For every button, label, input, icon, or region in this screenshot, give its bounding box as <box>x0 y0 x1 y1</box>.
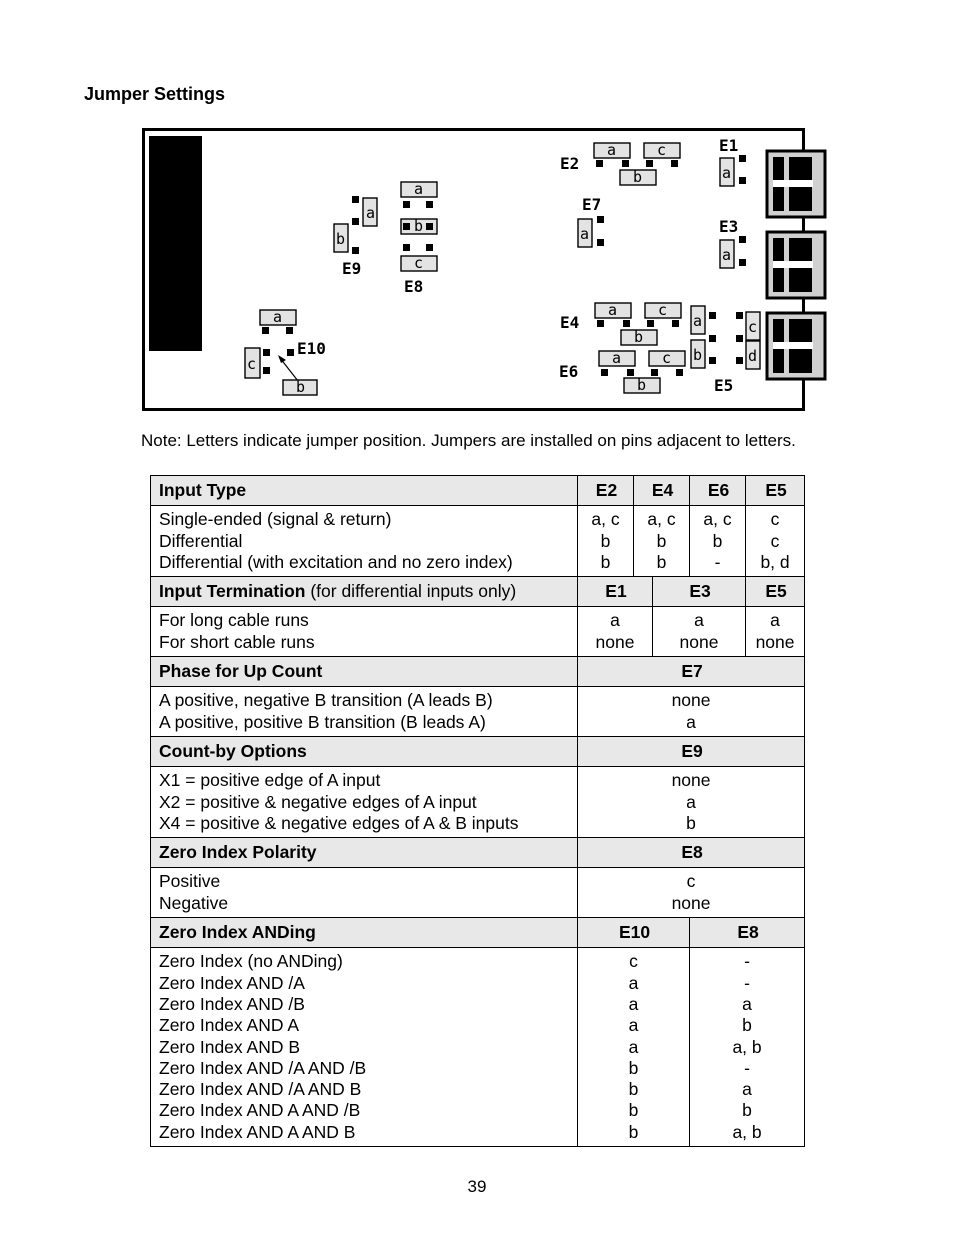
svg-text:a: a <box>722 246 732 264</box>
row-label: Zero Index AND A AND B <box>159 1121 356 1142</box>
row-label: Differential (with excitation and no zero index) <box>159 551 513 572</box>
row-label: Positive <box>159 871 221 892</box>
jumper-e7 <box>578 195 604 247</box>
cell-value: none <box>595 631 635 652</box>
cell-value: a <box>742 993 752 1014</box>
label-e10: E10 <box>297 339 326 358</box>
section-header-zero-anding <box>151 918 805 948</box>
cell-value: a <box>628 1036 639 1057</box>
label-e6: E6 <box>559 362 579 381</box>
section-body-count-by <box>151 767 805 838</box>
col-header: E7 <box>578 657 805 687</box>
section-title: Count-by Options <box>159 740 307 761</box>
svg-text:a: a <box>607 141 617 159</box>
row-label: Zero Index (no ANDing) <box>159 951 343 972</box>
row-label: X1 = positive edge of A input <box>159 770 381 791</box>
svg-text:a: a <box>580 225 590 243</box>
section-header-count-by <box>151 736 805 766</box>
col-header: E1 <box>578 577 653 607</box>
jumper-note: Note: Letters indicate jumper position. Jumpers are installed on pins adjacent to letters. <box>141 431 796 450</box>
cell-value: a <box>628 993 639 1014</box>
cell-value: a <box>686 791 696 812</box>
row-label: For long cable runs <box>159 610 309 631</box>
svg-text:c: c <box>662 349 672 367</box>
connector-bottom <box>767 313 825 379</box>
cell-value: c <box>770 509 780 530</box>
col-header: E6 <box>690 476 746 506</box>
page-number: 39 <box>467 1177 487 1196</box>
svg-text:c: c <box>657 141 667 159</box>
svg-text:b: b <box>637 376 647 394</box>
row-label: Negative <box>159 892 229 913</box>
svg-text:b: b <box>633 168 643 186</box>
row-label: Single-ended (signal & return) <box>159 509 392 530</box>
cell-value: b, d <box>760 551 790 572</box>
label-e5: E5 <box>714 376 734 395</box>
jumper-board-diagram <box>142 128 832 414</box>
section-title: Phase for Up Count <box>159 661 323 682</box>
cell-value: a, c <box>703 509 732 530</box>
cell-value: a <box>694 610 704 631</box>
section-title: Zero Index ANDing <box>159 922 316 943</box>
label-e1: E1 <box>719 136 739 155</box>
row-label: Differential <box>159 530 243 551</box>
row-label: X4 = positive & negative edges of A & B inputs <box>159 812 519 833</box>
cell-value: b <box>628 1079 639 1100</box>
section-body-phase <box>151 687 805 737</box>
svg-text:b: b <box>414 217 424 235</box>
svg-text:b: b <box>634 328 644 346</box>
svg-text:c: c <box>658 301 668 319</box>
cell-value: none <box>671 892 711 913</box>
cell-value: c <box>629 951 638 972</box>
connector-middle <box>767 232 825 298</box>
row-label: Zero Index AND /B <box>159 993 305 1014</box>
row-label: Zero Index AND /A AND B <box>159 1079 362 1100</box>
label-e8: E8 <box>404 277 424 296</box>
connector-top <box>767 151 825 217</box>
cell-value: b <box>712 530 723 551</box>
section-title-suffix: (for differential inputs only) <box>305 581 517 602</box>
col-header: E8 <box>690 918 805 948</box>
row-label: Zero Index AND /A <box>159 972 305 993</box>
section-body-input-type <box>151 506 805 577</box>
col-header: E8 <box>578 838 805 868</box>
label-e7: E7 <box>582 195 602 214</box>
svg-text:c: c <box>414 254 424 272</box>
page-heading: Jumper Settings <box>84 84 226 104</box>
cell-value: a <box>628 972 639 993</box>
cell-value: b <box>742 1100 752 1121</box>
svg-text:c: c <box>247 355 257 373</box>
col-header: E10 <box>578 918 690 948</box>
cell-value: none <box>671 690 711 711</box>
row-label: Zero Index AND A <box>159 1015 300 1036</box>
col-header: E2 <box>578 476 634 506</box>
cell-value: b <box>742 1015 752 1036</box>
row-label: Zero Index AND A AND /B <box>159 1100 361 1121</box>
row-label: Zero Index AND /A AND /B <box>159 1057 367 1078</box>
cell-value: b <box>628 1100 639 1121</box>
row-label: X2 = positive & negative edges of A input <box>159 791 477 812</box>
col-header: E5 <box>746 577 805 607</box>
svg-text:b: b <box>296 378 306 396</box>
svg-text:a: a <box>722 164 732 182</box>
label-e2: E2 <box>560 154 580 173</box>
svg-text:a: a <box>693 312 703 330</box>
cell-value: b <box>686 812 696 833</box>
section-body-input-termination <box>151 607 805 657</box>
cell-value: none <box>679 631 719 652</box>
cell-value: b <box>600 530 611 551</box>
section-header-input-termination <box>151 577 805 607</box>
board-edge-connector <box>149 136 202 351</box>
cell-value: - <box>744 951 750 972</box>
cell-value: a, b <box>732 1121 762 1142</box>
svg-text:c: c <box>748 318 758 336</box>
jumper-settings-table <box>150 475 805 1147</box>
section-title: Input Type <box>159 480 247 500</box>
col-header: E3 <box>653 577 746 607</box>
cell-value: b <box>656 551 667 572</box>
section-body-zero-anding <box>151 948 805 1147</box>
row-label: For short cable runs <box>159 631 315 652</box>
cell-value: a, c <box>647 509 676 530</box>
cell-value: - <box>744 1057 750 1078</box>
svg-text:b: b <box>336 230 346 248</box>
cell-value: c <box>770 530 780 551</box>
col-header: E5 <box>746 476 805 506</box>
cell-value: - <box>714 551 721 572</box>
cell-value: a <box>770 610 780 631</box>
section-header-zero-polarity <box>151 838 805 868</box>
section-header-phase <box>151 657 805 687</box>
cell-value: c <box>686 871 696 892</box>
row-label: Zero Index AND B <box>159 1036 301 1057</box>
col-header: E4 <box>634 476 690 506</box>
svg-text:a: a <box>273 308 283 326</box>
cell-value: b <box>628 1057 639 1078</box>
cell-value: b <box>628 1121 639 1142</box>
section-title: Input Termination <box>159 581 306 602</box>
cell-value: none <box>671 770 711 791</box>
svg-text:a: a <box>608 301 618 319</box>
svg-text:a: a <box>414 180 424 198</box>
svg-text:a: a <box>612 349 622 367</box>
cell-value: none <box>755 631 795 652</box>
label-e3: E3 <box>719 217 739 236</box>
section-body-zero-polarity <box>151 868 805 918</box>
cell-value: b <box>600 551 611 572</box>
cell-value: a <box>742 1079 752 1100</box>
cell-value: a, b <box>732 1036 762 1057</box>
section-title: Zero Index Polarity <box>159 842 317 863</box>
row-label: A positive, negative B transition (A leads B) <box>159 690 493 711</box>
svg-text:d: d <box>748 347 758 365</box>
cell-value: a <box>628 1015 639 1036</box>
cell-value: a <box>610 610 620 631</box>
row-label: A positive, positive B transition (B leads A) <box>159 711 486 732</box>
cell-value: a <box>686 711 696 732</box>
svg-text:b: b <box>693 346 703 364</box>
cell-value: b <box>656 530 667 551</box>
cell-value: - <box>744 972 750 993</box>
label-e4: E4 <box>560 313 580 332</box>
cell-value: a, c <box>591 509 620 530</box>
col-header: E9 <box>578 736 805 766</box>
label-e9: E9 <box>342 259 362 278</box>
section-header-input-type <box>151 476 805 506</box>
svg-text:a: a <box>366 204 376 222</box>
